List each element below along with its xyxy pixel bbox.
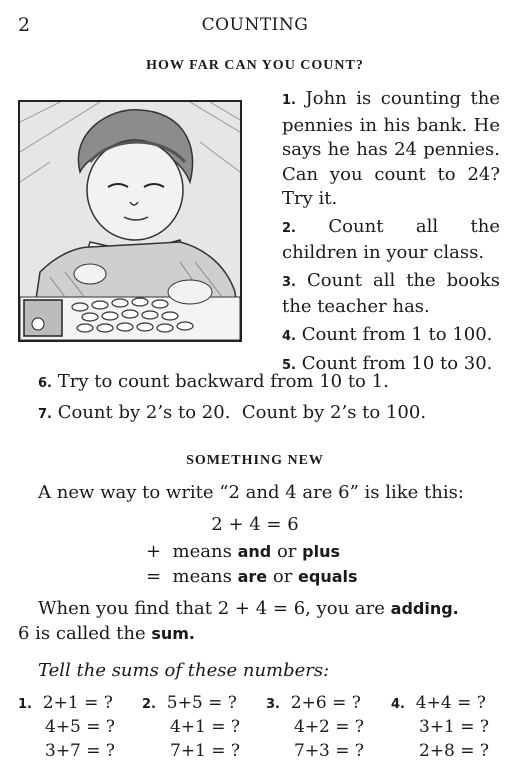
list-item: 7. Count by 2’s to 20. Count by 2’s to 100. [38,402,427,423]
intro-text: A new way to write “2 and 4 are 6” is like this: [38,482,464,503]
illustration-child-counting-pennies [18,100,242,342]
exercise-row: 4+1 = ? [170,717,241,737]
section-heading-count: HOW FAR CAN YOU COUNT? [146,58,364,73]
exercise-row: 4+5 = ? [45,717,116,737]
exercise-row: 7+1 = ? [170,741,241,761]
sum-definition: 6 is called the sum. [18,623,195,644]
exercise-row: 7+3 = ? [294,741,365,761]
list-item: 1. John is counting the pennies in his bank. He says he has 24 pennies. Can you count to 24? Try it. [282,88,500,209]
running-head: COUNTING [201,15,309,35]
exercise-group-3: 3. 2+6 = ? [266,693,361,713]
plus-definition: + means and or plus [146,541,340,562]
exercise-instruction: Tell the sums of these numbers: [38,660,330,681]
exercise-group-4: 4. 4+4 = ? [391,693,486,713]
exercise-group-1: 1. 2+1 = ? [18,693,113,713]
adding-definition: When you find that 2 + 4 = 6, you are adding. [38,598,459,619]
exercise-row: 2+8 = ? [419,741,490,761]
equals-definition: = means are or equals [146,566,358,587]
child-counting-pennies-illustration [20,102,240,340]
right-column-items [258,87,500,382]
exercise-row: 4+2 = ? [294,717,365,737]
list-item: 3. Count all the books the teacher has. [282,269,500,317]
example-equation: 2 + 4 = 6 [211,514,299,535]
list-item: 2. Count all the children in your class. [282,215,500,263]
section-heading-something-new: SOMETHING NEW [186,453,324,468]
exercise-row: 3+1 = ? [419,717,490,737]
exercise-row: 3+7 = ? [45,741,116,761]
page-number: 2 [18,14,31,36]
list-item: 6. Try to count backward from 10 to 1. [38,371,389,392]
list-item: 4. Count from 1 to 100. [282,323,493,345]
exercise-group-2: 2. 5+5 = ? [142,693,237,713]
list-item: 5. Count from 10 to 30. [282,353,493,374]
